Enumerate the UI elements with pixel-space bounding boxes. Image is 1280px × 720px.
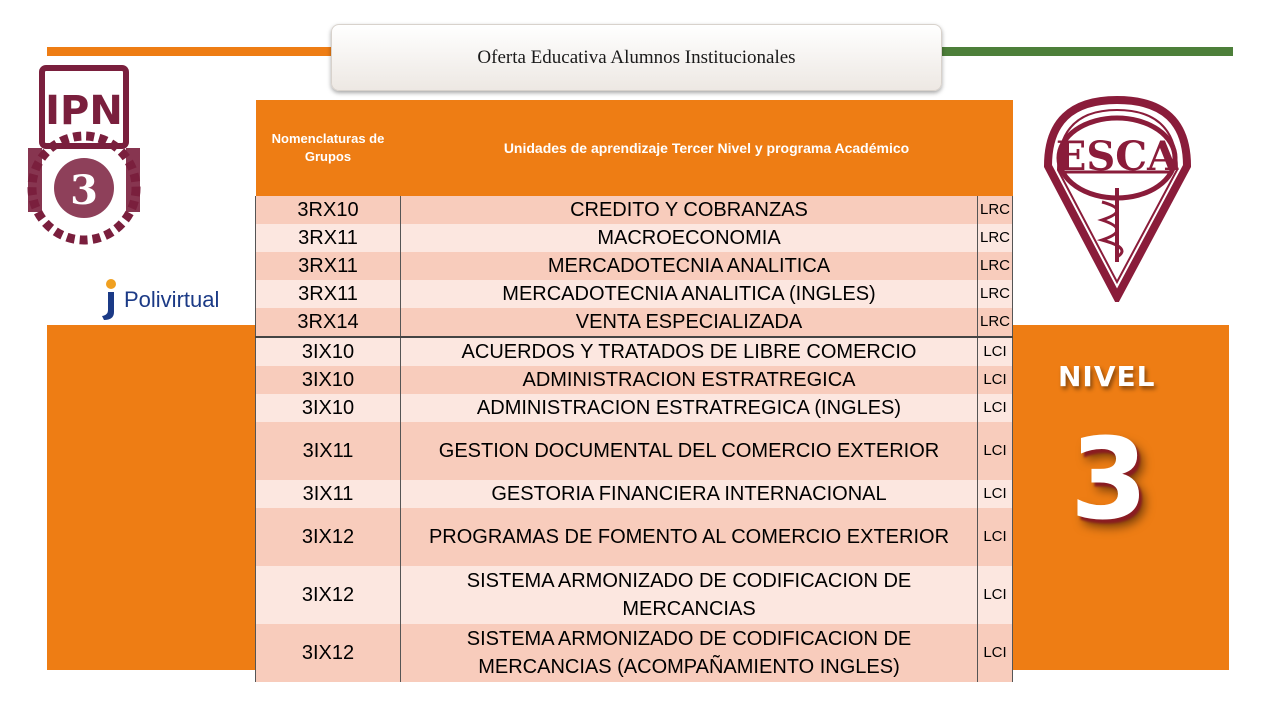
cell-group: 3IX10 bbox=[256, 337, 401, 366]
header-groups: Nomenclaturas de Grupos bbox=[256, 100, 401, 196]
cell-subject: VENTA ESPECIALIZADA bbox=[401, 308, 978, 337]
cell-group: 3RX11 bbox=[256, 252, 401, 280]
cell-group: 3IX10 bbox=[256, 366, 401, 394]
ipn-logo bbox=[22, 60, 146, 256]
cell-group: 3IX10 bbox=[256, 394, 401, 422]
cell-group: 3IX11 bbox=[256, 480, 401, 508]
cell-group: 3RX11 bbox=[256, 224, 401, 252]
level-label: NIVEL bbox=[1058, 360, 1156, 393]
cell-subject: SISTEMA ARMONIZADO DE CODIFICACION DE MERCANCIAS (ACOMPAÑAMIENTO INGLES) bbox=[401, 624, 978, 682]
cell-program: LCI bbox=[977, 337, 1012, 366]
ipn-logo-text: IPN bbox=[45, 88, 123, 134]
cell-program: LRC bbox=[977, 196, 1012, 224]
cell-subject: MERCADOTECNIA ANALITICA bbox=[401, 252, 978, 280]
cell-program: LRC bbox=[977, 308, 1012, 337]
cell-program: LCI bbox=[977, 624, 1012, 682]
cell-subject: ADMINISTRACION ESTRATREGICA bbox=[401, 366, 978, 394]
cell-group: 3IX12 bbox=[256, 508, 401, 566]
header-orange-line bbox=[47, 47, 337, 56]
courses-table bbox=[255, 100, 1013, 682]
cell-program: LRC bbox=[977, 252, 1012, 280]
cell-program: LCI bbox=[977, 566, 1012, 624]
cell-program: LRC bbox=[977, 224, 1012, 252]
polivirtual-logo bbox=[98, 276, 244, 324]
cell-subject: GESTION DOCUMENTAL DEL COMERCIO EXTERIOR bbox=[401, 422, 978, 480]
cell-subject: ACUERDOS Y TRATADOS DE LIBRE COMERCIO bbox=[401, 337, 978, 366]
polivirtual-icon bbox=[98, 278, 120, 322]
page-title: Oferta Educativa Alumnos Institucionales bbox=[331, 24, 942, 91]
cell-program: LCI bbox=[977, 508, 1012, 566]
cell-program: LCI bbox=[977, 394, 1012, 422]
cell-program: LCI bbox=[977, 366, 1012, 394]
header-units: Unidades de aprendizaje Tercer Nivel y programa Académico bbox=[401, 100, 1013, 196]
cell-program: LCI bbox=[977, 480, 1012, 508]
esca-logo-text: ESCA bbox=[1055, 133, 1179, 180]
cell-subject: CREDITO Y COBRANZAS bbox=[401, 196, 978, 224]
level-number: 3 bbox=[1070, 415, 1148, 545]
cell-subject: PROGRAMAS DE FOMENTO AL COMERCIO EXTERIOR bbox=[401, 508, 978, 566]
cell-subject: SISTEMA ARMONIZADO DE CODIFICACION DE MERCANCIAS bbox=[401, 566, 978, 624]
esca-logo bbox=[1040, 92, 1195, 302]
cell-group: 3RX10 bbox=[256, 196, 401, 224]
cell-group: 3IX11 bbox=[256, 422, 401, 480]
cell-program: LRC bbox=[977, 280, 1012, 308]
cell-subject: ADMINISTRACION ESTRATREGICA (INGLES) bbox=[401, 394, 978, 422]
cell-group: 3IX12 bbox=[256, 566, 401, 624]
cell-subject: MACROECONOMIA bbox=[401, 224, 978, 252]
cell-group: 3RX14 bbox=[256, 308, 401, 337]
cell-subject: MERCADOTECNIA ANALITICA (INGLES) bbox=[401, 280, 978, 308]
cell-subject: GESTORIA FINANCIERA INTERNACIONAL bbox=[401, 480, 978, 508]
polivirtual-text: Polivirtual bbox=[124, 287, 220, 312]
svg-text:3: 3 bbox=[70, 167, 98, 214]
cell-program: LCI bbox=[977, 422, 1012, 480]
cell-group: 3IX12 bbox=[256, 624, 401, 682]
header-green-line bbox=[940, 47, 1233, 56]
cell-group: 3RX11 bbox=[256, 280, 401, 308]
